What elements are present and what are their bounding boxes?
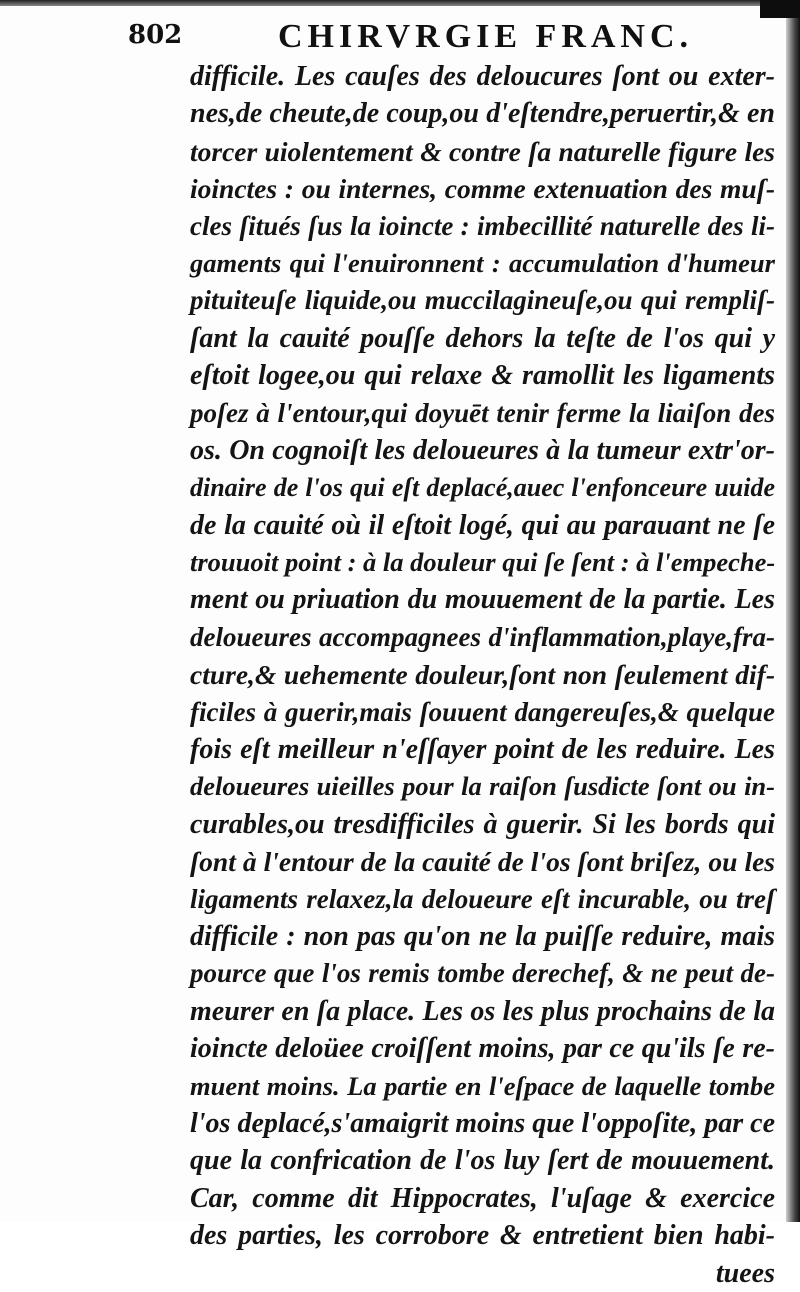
text-line: dinaire de l'os qui eſt deplacé,auec l'enfonceure uuide bbox=[190, 473, 775, 503]
text-line: ment ou priuation du mouuement de la partie. Les bbox=[190, 584, 775, 616]
page-number: 802 bbox=[128, 20, 183, 50]
text-line: ligaments relaxez,la deloueure eſt incurable, ou treſ bbox=[190, 883, 775, 914]
running-head: CHIRVRGIE FRANC. bbox=[278, 18, 694, 55]
text-line: meurer en ſa place. Les os les plus prochains de la bbox=[190, 995, 775, 1027]
text-line: nes,de cheute,de coup,ou d'eſtendre,peruertir,& en bbox=[190, 98, 775, 130]
body-text bbox=[190, 58, 775, 1292]
text-line: difficile. Les cauſes des deloucures ſont ou exter- bbox=[190, 61, 775, 92]
scan-edge-top bbox=[0, 0, 800, 6]
text-line: ioincte deloüee croiſſent moins, par ce qu'ils ſe re- bbox=[190, 1033, 775, 1065]
text-line: de la cauité où il eſtoit logé, qui au parauant ne ſe bbox=[190, 509, 775, 541]
page-header bbox=[128, 16, 768, 56]
catchword: tuees bbox=[715, 1257, 775, 1289]
text-line: trouuoit point : à la douleur qui ſe ſent : à l'empeche- bbox=[190, 547, 776, 578]
text-line: ſont à l'entour de la cauité de l'os ſont briſez, ou les bbox=[190, 846, 775, 878]
text-line: pource que l'os remis tombe derechef, & ne peut de- bbox=[190, 958, 775, 989]
text-line: Car, comme dit Hippocrates, l'uſage & exercice bbox=[190, 1182, 775, 1214]
text-line: ficiles à guerir,mais ſouuent dangereuſes,& quelque bbox=[190, 696, 775, 727]
text-line: deloueures uieilles pour la raiſon ſusdicte ſont ou in- bbox=[190, 771, 775, 802]
text-line: ioinctes : ou internes, comme extenuation des muſ- bbox=[190, 173, 775, 205]
text-line: cture,& uehemente douleur,ſont non ſeulement dif- bbox=[190, 659, 775, 691]
text-line: pituiteuſe liquide,ou muccilagineuſe,ou qui rempliſ- bbox=[190, 285, 775, 316]
text-line: muent moins. La partie en l'eſpace de laquelle tombe bbox=[190, 1070, 775, 1101]
text-line: l'os deplacé,s'amaigrit moins que l'oppoſite, par ce bbox=[190, 1107, 775, 1139]
text-line: torcer uiolentement & contre ſa naturelle figure les bbox=[190, 135, 775, 167]
text-line: curables,ou tresdifficiles à guerir. Si les bords qui bbox=[190, 808, 775, 840]
text-line: os. On cognoiſt les deloueures à la tumeur extr'or- bbox=[190, 434, 775, 466]
text-line: gaments qui l'enuironnent : accumulation d'humeur bbox=[190, 247, 775, 278]
text-line: eſtoit logee,ou qui relaxe & ramollit les ligaments bbox=[190, 360, 775, 392]
text-line: difficile : non pas qu'on ne la puiſſe reduire, mais bbox=[190, 920, 775, 952]
text-line: fois eſt meilleur n'eſſayer point de les reduire. Les bbox=[190, 734, 775, 766]
text-line: deloueures accompagnees d'inflammation,playe,fra- bbox=[190, 621, 775, 652]
text-line: que la confrication de l'os luy ſert de mouuement. bbox=[190, 1145, 775, 1177]
text-line: des parties, les corrobore & entretient bien habi- bbox=[190, 1220, 775, 1252]
text-line: cles ſitués ſus la ioincte : imbecillité naturelle des li- bbox=[190, 210, 775, 241]
text-line: ſant la cauité pouſſe dehors la teſte de l'os qui y bbox=[190, 322, 775, 354]
scan-edge-right bbox=[786, 0, 800, 1222]
text-line: poſez à l'entour,qui doyuēt tenir ferme la liaiſon des bbox=[190, 397, 775, 428]
